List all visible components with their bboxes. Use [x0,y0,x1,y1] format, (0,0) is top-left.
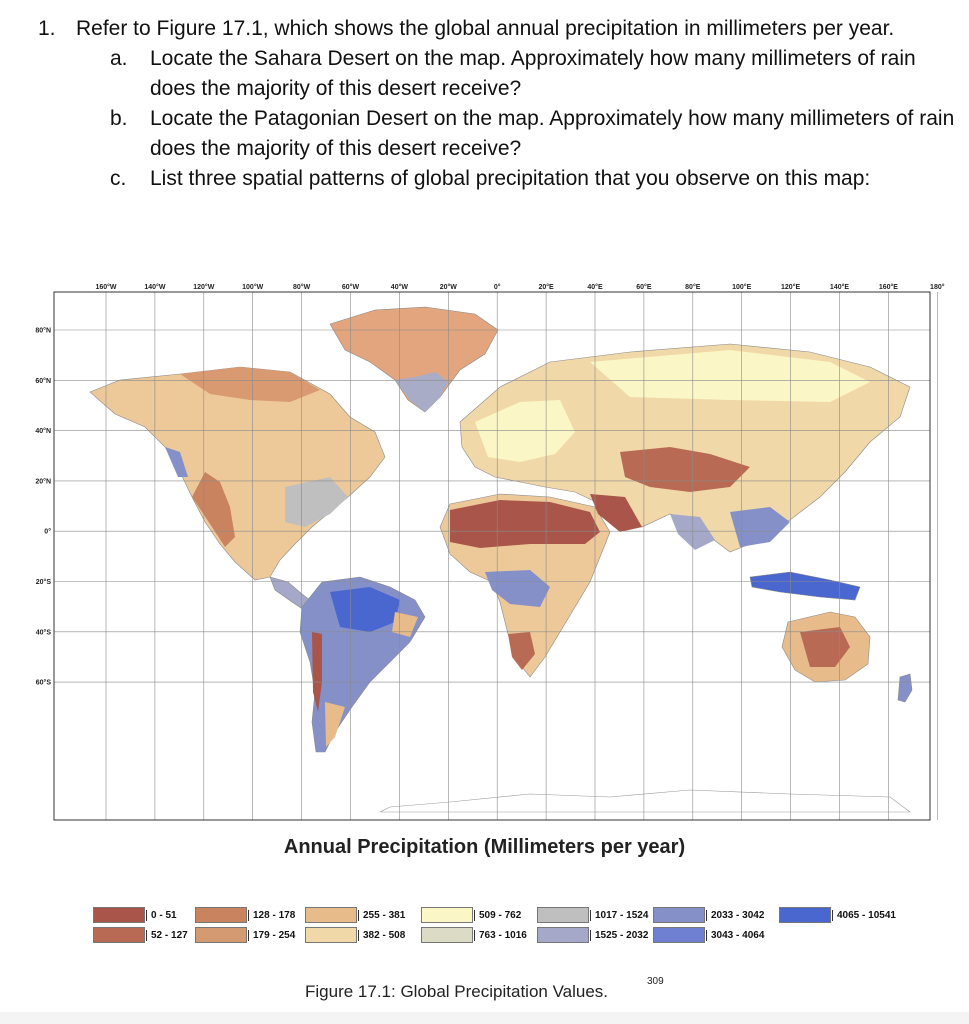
longitude-label: 100°W [242,284,264,291]
legend-title: Annual Precipitation (Millimeters per year) [283,836,686,858]
longitude-label: 60°E [636,284,652,291]
longitude-label: 120°W [193,284,215,291]
legend-swatch [93,907,145,923]
legend-item [195,906,295,924]
legend-swatch [93,927,145,943]
legend-swatch [421,907,473,923]
question-1 [38,14,963,44]
legend-item [195,926,295,944]
precipitation-map [30,282,945,830]
longitude-label: 40°E [587,284,603,291]
legend-item [305,906,405,924]
longitude-label: 0° [493,284,501,291]
legend-label: 0 - 51 [146,910,177,921]
figure-caption: Figure 17.1: Global Precipitation Values. [305,982,609,1001]
part-text: Locate the Sahara Desert on the map. Approximately how many millimeters of rain does the majority of this desert receive? [150,47,916,100]
longitude-label: 160°W [95,284,117,291]
page-bottom-edge [0,1012,969,1024]
legend-label: 763 - 1016 [474,930,527,941]
legend-label: 2033 - 3042 [706,910,764,921]
longitude-label: 100°E [732,284,752,291]
legend-label: 128 - 178 [248,910,295,921]
legend-label: 1525 - 2032 [590,930,648,941]
latitude-label: 40°S [35,629,51,637]
legend-swatch [305,907,357,923]
longitude-label: 80°W [292,284,311,291]
longitude-label: 120°E [781,284,801,291]
part-text: Locate the Patagonian Desert on the map. Approximately how many millimeters of rain does the majority of this desert receive? [150,107,955,160]
question-number: 1. [38,17,56,40]
latitude-label: 0° [44,528,51,536]
legend-item [305,926,405,944]
latitude-label: 60°N [35,377,51,385]
longitude-label: 160°E [878,284,898,291]
legend-item [93,926,188,944]
legend-swatch [537,907,589,923]
legend-label: 255 - 381 [358,910,405,921]
legend-item [93,906,177,924]
legend-label: 509 - 762 [474,910,521,921]
longitude-label: 140°W [144,284,166,291]
legend-swatch [653,927,705,943]
page-number: 309 [647,976,664,987]
legend-swatch [421,927,473,943]
latitude-label: 20°N [35,478,51,486]
longitude-label: 20°W [439,284,457,291]
question-text: Refer to Figure 17.1, which shows the global annual precipitation in millimeters per year. [76,17,895,40]
legend-item [421,906,521,924]
part-letter: c. [110,167,127,190]
legend-swatch [305,927,357,943]
legend-label: 3043 - 4064 [706,930,764,941]
legend-swatch [195,907,247,923]
legend-label: 1017 - 1524 [590,910,648,921]
question-block [38,14,963,194]
longitude-label: 20°E [538,284,554,291]
legend-swatch [653,907,705,923]
longitude-label: 40°W [390,284,409,291]
part-letter: a. [110,47,128,70]
part-letter: b. [110,107,128,130]
latitude-label: 80°N [35,327,51,335]
legend-label: 52 - 127 [146,930,188,941]
legend-item [653,906,764,924]
legend-item [779,906,896,924]
latitude-label: 40°N [35,428,51,436]
question-part-c [110,164,963,194]
legend-label: 179 - 254 [248,930,295,941]
legend-item [653,926,764,944]
legend-item [537,926,648,944]
legend-swatch [195,927,247,943]
legend-item [537,906,648,924]
legend-label: 4065 - 10541 [832,910,896,921]
legend-swatch [537,927,589,943]
longitude-label: 60°W [341,284,360,291]
question-part-b [110,104,963,164]
latitude-label: 20°S [35,579,51,586]
question-part-a [110,44,963,104]
part-text: List three spatial patterns of global precipitation that you observe on this map: [150,167,871,190]
legend-item [421,926,527,944]
legend-label: 382 - 508 [358,930,405,941]
longitude-label: 80°E [685,284,701,291]
latitude-label: 60°S [35,679,51,687]
longitude-label: 180° [930,284,945,291]
legend-swatch [779,907,831,923]
world-map-svg [30,282,945,830]
longitude-label: 140°E [829,284,850,291]
